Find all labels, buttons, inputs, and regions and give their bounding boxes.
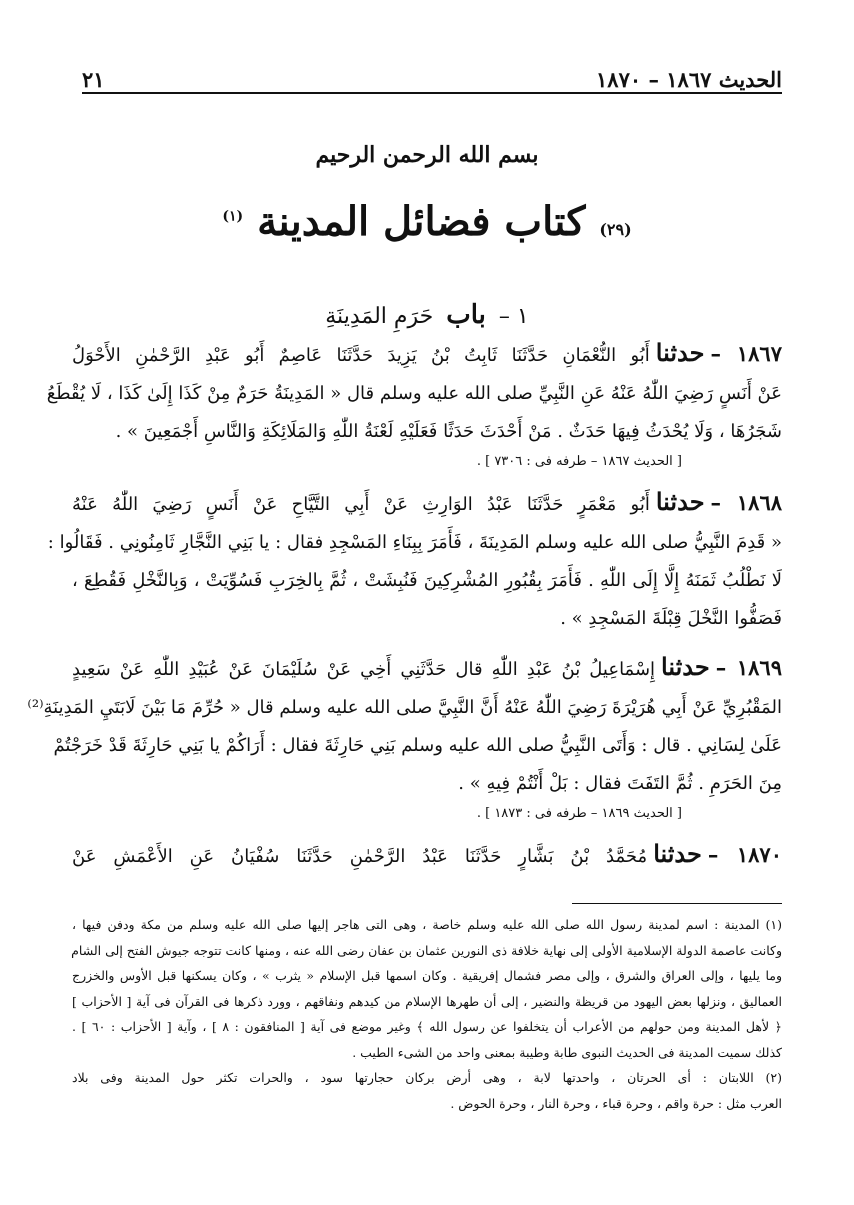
text-line: شَجَرُهَا ، وَلَا يُحْدَثُ فِيهَا حَدَثٌ . مَنْ أَحْدَثَ حَدَثًا فَعَلَيْهِ لَعْنَةُ اللّٰهِ وَالمَلَائِكَةِ وَالنَّاسِ أَجْمَعِينَ » . [115, 421, 782, 442]
text-line: ١٨٦٧ –حدثناأَبُو النُّعْمَانِ حَدَّثَنَا ثَابِتُ بْنُ يَزِيدَ حَدَّثَنَا عَاصِمٌ أَبُو عَبْدِ الرَّحْمٰنِ الأَحْوَلُ [72, 338, 782, 367]
hadith-reference: [ الحديث ١٨٦٧ – طرفه فى : ٧٣٠٦ ] . [476, 454, 682, 469]
text-line: المَقْبُرِيِّ عَنْ أَبِي هُرَيْرَةَ رَضِيَ اللّٰهُ عَنْهُ أَنَّ النَّبِيَّ صلى الله عليه وسلم قال « حُرِّمَ مَا بَيْنَ لَابَتَيِ المَدِينَةِ⁽²⁾ [27, 697, 782, 718]
chapter-heading [0, 300, 854, 330]
footnotes [72, 912, 782, 1116]
footnote-line: كذلك سميت المدينة فى الحديث النبوى طابة وطيبة بمعنى واحد من الشىء الطيب . [352, 1044, 782, 1060]
book-title: كتاب فضائل المدينة [257, 198, 586, 245]
page-number: ٢١ [82, 67, 105, 92]
haddatha-mark: حدثنا [653, 839, 702, 868]
main-text [27, 334, 783, 886]
footnote-line: (١) المدينة : اسم لمدينة رسول الله صلى الله عليه وسلم خاصة ، وهى التى هاجر إليها صلى الله عليه وسلم من مكة ودفن فيها ، [72, 917, 782, 932]
text-line: ١٨٧٠ –حدثنامُحَمَّدُ بْنُ بَشَّارٍ حَدَّثَنَا عَبْدُ الرَّحْمٰنِ حَدَّثَنَا سُفْيَانُ عَنِ الأَعْمَشِ عَنْ [72, 839, 782, 868]
hadith-number: ١٨٦٨ – [710, 490, 783, 515]
text-line: لَا نَطْلُبُ ثَمَنَهُ إِلَّا إِلَى اللّٰهِ . فَأَمَرَ بِقُبُورِ المُشْرِكِينَ فَنُبِشَتْ ، ثُمَّ بِالخِرَبِ فَسُوِّيَتْ ، وَبِالنَّخْلِ فَقُطِعَ ، [72, 570, 782, 591]
text-line: عَنْ أَنَسٍ رَضِيَ اللّٰهُ عَنْهُ عَنِ النَّبِيِّ صلى الله عليه وسلم قال « المَدِينَةُ حَرَمٌ مِنْ كَذَا إِلَىٰ كَذَا ، لَا يُقْطَعُ [46, 383, 782, 404]
book-footnote-mark: (١) [222, 208, 244, 225]
haddatha-mark: حدثنا [655, 487, 705, 516]
hadith-1867 [46, 334, 782, 473]
haddatha-mark: حدثنا [655, 338, 705, 367]
footnote-line: العرب مثل : حرة واقم ، وحرة قباء ، وحرة النار ، وحرة الحوض . [450, 1095, 782, 1111]
basmala: بسم الله الرحمن الرحيم [315, 142, 539, 168]
book-number: (٢٩) [599, 220, 632, 239]
hadith-number: ١٨٦٩ – [715, 655, 782, 680]
text-line: « قَدِمَ النَّبِيُّ صلى الله عليه وسلم المَدِينَةَ ، فَأَمَرَ بِبِنَاءِ المَسْجِدِ فقال : يا بَنِي النَّجَّارِ ثَامِنُونِي . فَقَالُوا : [47, 532, 782, 553]
text-line: عَلَىٰ لِسَانِي . قال : وَأَتَى النَّبِيُّ صلى الله عليه وسلم بَنِي حَارِثَةَ فقال : أَرَاكُمْ يا بَنِي حَارِثَةَ قَدْ خَرَجْتُمْ [53, 735, 782, 756]
text-line: فَصَفُّوا النَّخْلَ قِبْلَةَ المَسْجِدِ » . [560, 608, 782, 629]
hadith-1870 [72, 835, 782, 876]
footnote-divider [572, 903, 782, 904]
book-heading [0, 198, 854, 246]
hadith-number: ١٨٧٠ – [707, 842, 782, 867]
text-line: ١٨٦٨ –حدثناأَبُو مَعْمَرٍ حَدَّثَنَا عَبْدُ الوَارِثِ عَنْ أَبِي التَّيَّاحِ عَنْ أَنَسٍ رَضِيَ اللّٰهُ عَنْهُ [72, 487, 783, 516]
footnote-line: ﴿ لأهل المدينة ومن حولهم من الأعراب أن يتخلفوا عن رسول الله ﴾ وغير موضع فى آية [ المنافقون : ٨ ] ، وآية [ الأحزاب : ٦٠ ] . [72, 1019, 782, 1034]
hadith-number: ١٨٦٧ – [710, 341, 782, 366]
hadith-1869 [27, 648, 782, 825]
footnote-line: (٢) اللابتان : أى الحرتان ، واحدتها لابة ، وهى أرض بركان حجارتها سود ، والحرات تكثر حول المدينة وفى بلاد [72, 1070, 782, 1085]
text-line: ١٨٦٩ –حدثناإِسْمَاعِيلُ بْنُ عَبْدِ اللّٰهِ قال حَدَّثَنِي أَخِي عَنْ سُلَيْمَانَ عَنْ عُبَيْدِ اللّٰهِ عَنْ سَعِيدٍ [72, 652, 782, 681]
footnote-line: وما يليها ، وإلى العراق والشرق ، وإلى مصر فشمال إفريقية . وكان اسمها قبل الإسلام « يثرب » ، وكان يسكنها قبل الأوس والخزرج [72, 968, 782, 983]
chapter-title: حَرَمِ المَدِينَةِ [325, 304, 434, 329]
footnote-line: العماليق ، ونزلها بعض اليهود من قريظة والنضير ، إلى أن طهرها الإسلام من كيدهم ونفاقهم ، وورد ذكرها فى القرآن فى آية [ الأحزاب ] [72, 993, 782, 1009]
running-title: الحديث ١٨٦٧ – ١٨٧٠ [596, 67, 782, 92]
chapter-label: باب [446, 300, 486, 330]
footnote-line: وكانت عاصمة الدولة الإسلامية الأولى إلى نهاية خلافة ذى النورين عثمان بن عفان رضى الله عنه ، ومنها كانت تتوجه جيوش الفتح إلى الشام [71, 942, 782, 958]
chapter-number: ١ – [498, 304, 529, 329]
hadith-1868 [47, 483, 783, 638]
text-line: مِنَ الحَرَمِ . ثُمَّ التَفَتَ فقال : بَلْ أَنْتُمْ فِيهِ » . [458, 773, 782, 794]
hadith-reference: [ الحديث ١٨٦٩ – طرفه فى : ١٨٧٣ ] . [476, 806, 682, 821]
haddatha-mark: حدثنا [661, 652, 710, 681]
running-header [82, 58, 782, 94]
